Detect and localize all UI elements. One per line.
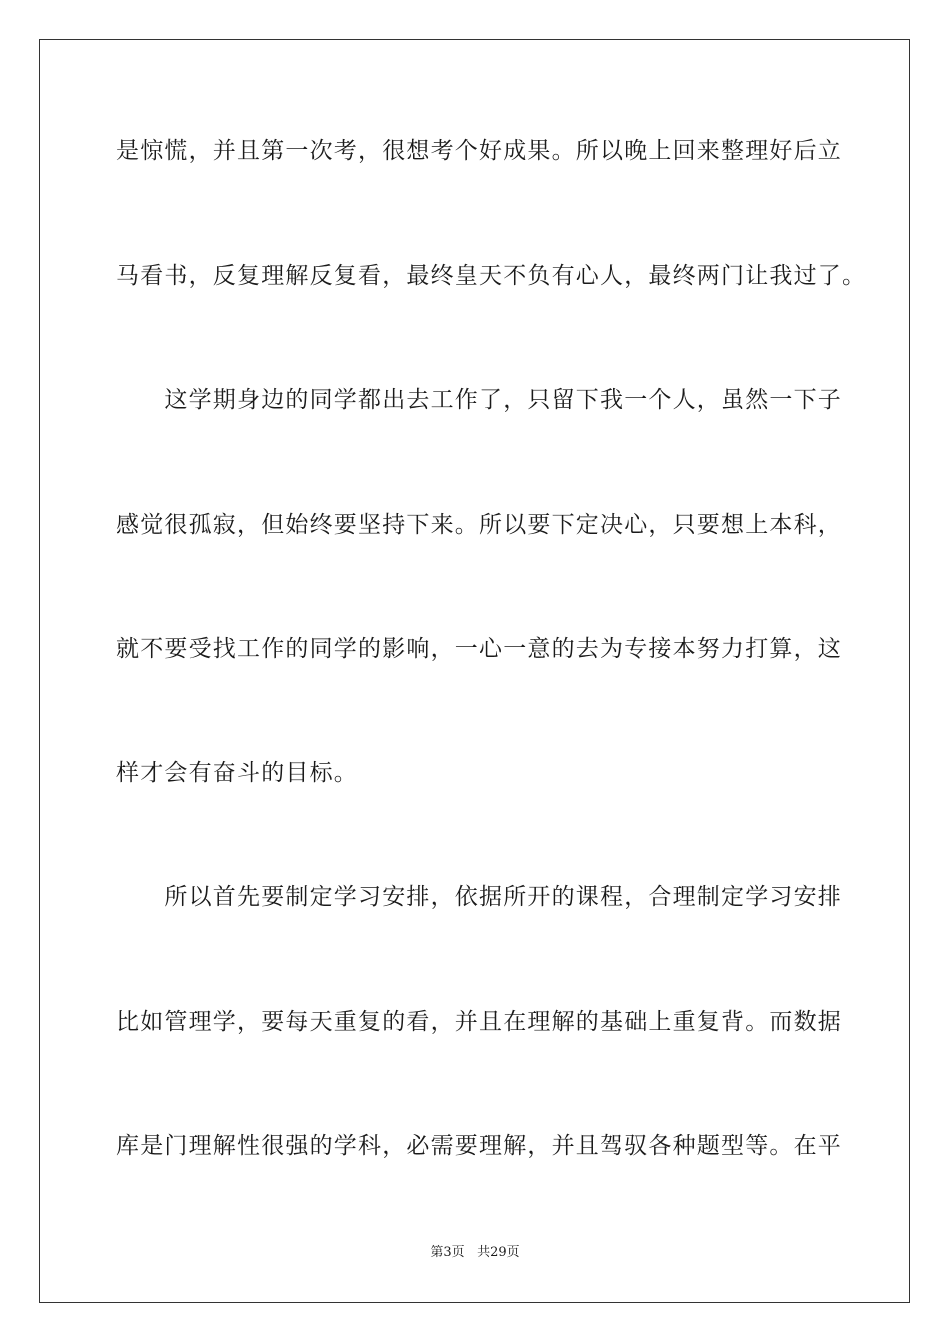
text-line: 这学期身边的同学都出去工作了，只留下我一个人，虽然一下子: [116, 387, 842, 413]
text-line: 样才会有奋斗的目标。: [116, 760, 358, 786]
text-line: 库是门理解性很强的学科，必需要理解，并且驾驭各种题型等。在平: [116, 1133, 842, 1159]
text-line: 所以首先要制定学习安排，依据所开的课程，合理制定学习安排: [116, 884, 842, 910]
text-line: 感觉很孤寂，但始终要坚持下来。所以要下定决心，只要想上本科，: [116, 512, 842, 538]
text-line: 马看书，反复理解反复看，最终皇天不负有心人，最终两门让我过了。: [116, 263, 867, 289]
text-line: 比如管理学，要每天重复的看，并且在理解的基础上重复背。而数据: [116, 1009, 842, 1035]
text-line: 就不要受找工作的同学的影响，一心一意的去为专接本努力打算，这: [116, 636, 842, 662]
page-frame: [39, 39, 910, 1303]
page-footer: [0, 1245, 950, 1261]
text-line: 是惊慌，并且第一次考，很想考个好成果。所以晚上回来整理好后立: [116, 138, 842, 164]
page-total: 共29页: [477, 1245, 520, 1260]
page-number: 第3页: [430, 1245, 465, 1260]
